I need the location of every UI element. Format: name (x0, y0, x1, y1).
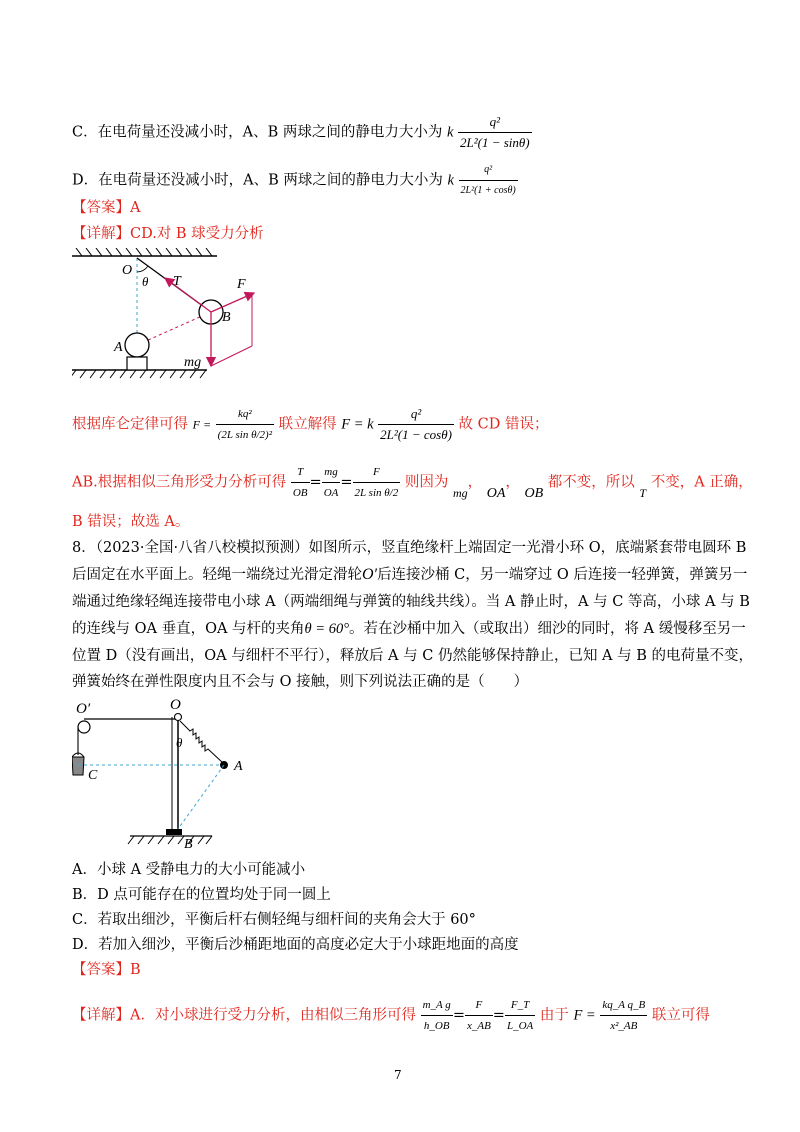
q8-pulley-o1: O′ (362, 566, 378, 583)
similar-fraction-1 (291, 462, 310, 503)
coulomb-denominator: (2L sin θ/2)² (217, 429, 272, 441)
similar-f2-num: mg (322, 462, 341, 483)
q8-line-4 (72, 619, 746, 639)
option-d-denominator: 2L²(1 + cosθ) (460, 185, 516, 196)
option-c-text: C．在电荷量还没减小时，A、B 两球之间的静电力大小为 (72, 124, 443, 141)
similar-f1-den: OB (292, 487, 308, 499)
detail-2-f2-den: x_AB (466, 1020, 491, 1032)
q8-option-a: A．小球 A 受静电力的大小可能减小 (72, 862, 306, 878)
detail-2-pre: 【详解】A．对小球进行受力分析，由相似三角形可得 (72, 1007, 416, 1024)
q8-option-d: D．若加入细沙，平衡后沙桶距地面的高度必定大于小球距地面的高度 (72, 937, 519, 953)
similar-f3-den: 2L sin θ/2 (354, 487, 399, 499)
fig1-label-theta: θ (142, 274, 149, 289)
detail-2-fraction-4 (600, 995, 647, 1036)
fig1-label-f: F (237, 277, 246, 292)
option-d-k: k (447, 172, 454, 189)
option-d-numerator: q² (459, 160, 518, 181)
q8-option-c: C．若取出细沙，平衡后杆右侧轻绳与细杆间的夹角会大于 60° (72, 912, 476, 928)
similar-fraction-3 (353, 462, 401, 503)
coulomb-f: F = (192, 417, 212, 432)
option-c-fraction (458, 112, 532, 153)
detail-2-f3-den: L_OA (506, 1020, 534, 1032)
detail-2-mid: 由于 (539, 1007, 569, 1024)
similar-fraction-2 (322, 462, 341, 503)
detail-1-line-3: B 错误；故选 A。 (72, 514, 190, 530)
option-c-denominator: 2L²(1 − sinθ) (460, 135, 530, 150)
detail-2-f2-num: F (465, 995, 493, 1016)
q8-line-6: 弹簧始终在弹性限度内且不会与 O 接触，则下列说法正确的是（ ） (72, 674, 529, 690)
similar-t: T (639, 485, 647, 500)
coulomb-mid: 联立解得 (278, 416, 337, 433)
fig2-label-o: O (170, 697, 181, 713)
coulomb-pre: 根据库仑定律可得 (72, 416, 188, 433)
coulomb-result-denominator: 2L²(1 − cosθ) (380, 427, 452, 442)
q8-line-3: 端通过绝缘轻绳连接带电小球 A（两端细绳与弹簧的轴线共线）。当 A 静止时，A 与 C 等高，小球 A 与 B (72, 594, 750, 610)
detail-2-post: 联立可得 (651, 1007, 710, 1024)
fig2-label-a: A (234, 759, 243, 774)
similar-pre: AB.根据相似三角形受力分析可得 (72, 474, 287, 491)
option-d-text: D．在电荷量还没减小时，A、B 两球之间的静电力大小为 (72, 172, 443, 189)
q8-line-2b: 后连接沙桶 C，另一端穿过 O 后连接一轻弹簧，弹簧另一 (377, 567, 748, 583)
option-c-numerator: q² (458, 112, 532, 133)
similar-f2-den: OA (323, 487, 339, 499)
detail-2-fraction-1 (421, 995, 453, 1036)
coulomb-result-numerator: q² (378, 404, 454, 425)
q8-line-4b: 。若在沙桶中加入（或取出）细沙的同时，将 A 缓慢移至另一 (349, 621, 746, 637)
q8-line-4a: 的连线与 OA 垂直，OA 与杆的夹角 (72, 621, 305, 637)
option-d (72, 160, 518, 201)
detail-2-f4-num: kq_A q_B (600, 995, 647, 1016)
fig2-label-theta: θ (176, 735, 183, 750)
fig2-label-b: B (184, 837, 193, 850)
option-c (72, 112, 532, 153)
coulomb-numerator: kq² (216, 404, 274, 425)
detail-2-fraction-2 (465, 995, 493, 1036)
detail-2-f3-num: F_T (505, 995, 535, 1016)
q8-line-2 (72, 565, 747, 585)
similar-oa: OA (486, 485, 506, 501)
answer-2: 【答案】B (72, 962, 141, 978)
detail-1: 【详解】CD.对 B 球受力分析 (72, 226, 264, 242)
q8-line-1: 8．（2023·全国·八省八校模拟预测）如图所示，竖直绝缘杆上端固定一光滑小环 O，底端紧套带电圆环 B (72, 540, 747, 556)
detail-2-f1-num: m_A g (421, 995, 453, 1016)
q8-theta-value: θ = 60° (304, 621, 350, 637)
fig1-label-o: O (122, 263, 133, 278)
similar-mid2: 都不变，所以 (547, 474, 635, 491)
option-c-k: k (446, 124, 454, 141)
similar-f1-num: T (291, 462, 310, 483)
option-d-fraction (459, 160, 518, 201)
q8-line-2a: 后固定在水平面上。轻绳一端绕过光滑定滑轮 (72, 567, 362, 583)
coulomb-fraction (216, 404, 274, 445)
detail-2: 【详解】A．对小球进行受力分析，由相似三角形可得 $\frac{\text{m\_A g}}{h\_OB}$ = $\frac{F}{x\_AB}$ = $\frac{F\_T}{L\_OA}$ 由于 F = $\frac{\text{kq\_A q\_B}}{\text{x²\_AB}}$ 联立可得 (72, 995, 710, 1036)
fig2-label-o1: O′ (76, 701, 91, 717)
q8-line-5: 位置 D（没有画出，OA 与细杆不平行），释放后 A 与 C 仍然能够保持静止，已知 A 与 B 的电荷量不变， (72, 648, 754, 664)
coulomb-post: 故 CD 错误； (458, 416, 549, 433)
detail-1-line-1 (72, 404, 549, 445)
similar-f3-num: F (353, 462, 401, 483)
detail-2-f1-den: h_OB (423, 1020, 450, 1032)
detail-2-f: F = (573, 1007, 596, 1024)
q8-option-b: B．D 点可能存在的位置均处于同一圆上 (72, 887, 331, 903)
page-number: 7 (394, 1068, 402, 1082)
fig1-label-a: A (114, 340, 123, 355)
fig1-label-b: B (222, 310, 231, 325)
coulomb-f2: F = k (341, 416, 374, 433)
force-diagram-1 (72, 248, 272, 383)
apparatus-diagram-2 (72, 695, 262, 850)
similar-mid: 则因为 (404, 474, 449, 491)
answer-1: 【答案】A (72, 200, 141, 216)
similar-post: 不变，A 正确， (650, 474, 753, 491)
similar-ob: OB (524, 485, 544, 501)
coulomb-result-fraction (378, 404, 454, 445)
detail-2-f4-den: x²_AB (610, 1020, 638, 1032)
fig2-label-c: C (88, 768, 98, 783)
detail-1-line-2: AB.根据相似三角形受力分析可得 $\frac{T}{OB}$ = $\frac{mg}{OA}$ = $\frac{F}{\text{2L sin θ/2}}$ 则因为 $_{mg}$， OA， OB 都不变，所以 $_T$ 不变，A 正确， (72, 462, 753, 503)
detail-2-fraction-3 (505, 995, 535, 1036)
fig1-label-t: T (173, 274, 181, 289)
similar-mg: mg (452, 485, 468, 500)
fig1-label-mg: mg (184, 355, 202, 370)
